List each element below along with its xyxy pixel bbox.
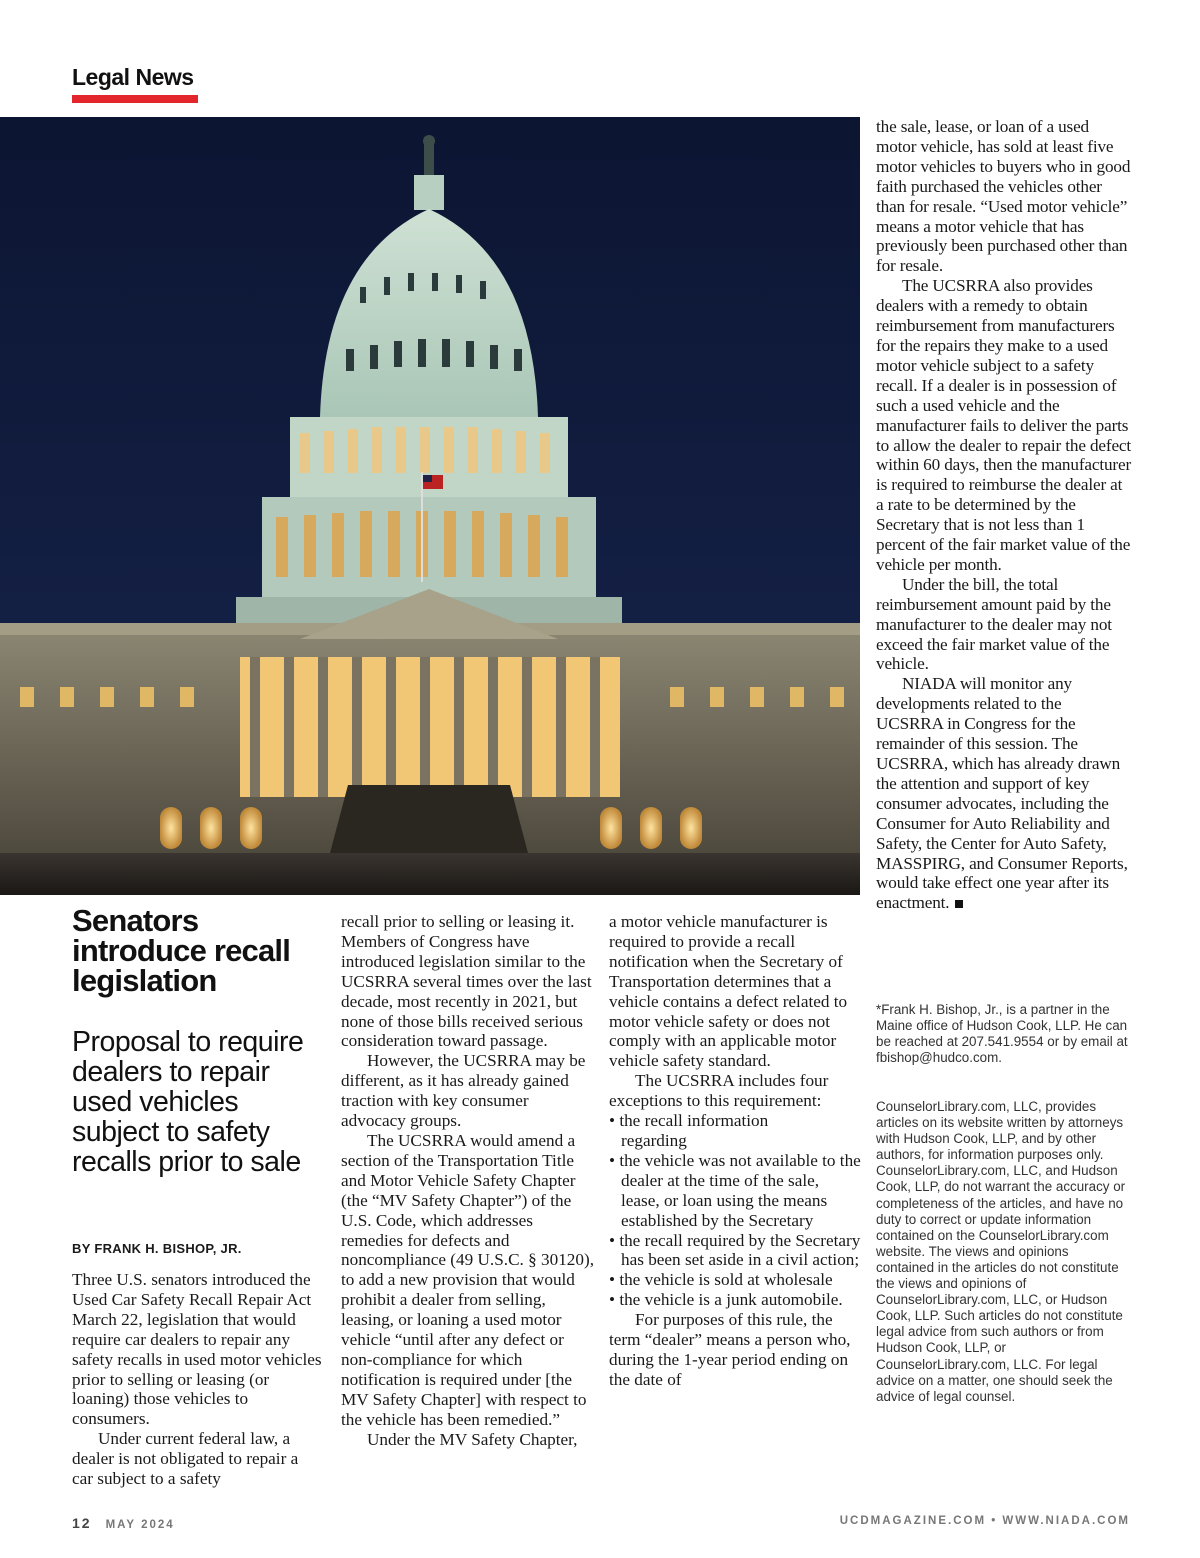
paragraph: NIADA will monitor any developments related to the UCSRRA in Congress for the remainder of this session. The UCSRRA, which has already drawn the attention and support of key consumer advocates, including the Consumer for Auto Reliability and Safety, the Center for Auto Safety, MASSPIRG, and Consumer Reports, would take effect one year after its enactment. bbox=[876, 674, 1128, 913]
paragraph: Under the MV Safety Chapter, bbox=[367, 1429, 578, 1449]
column-2 bbox=[341, 912, 595, 1449]
paragraph: recall prior to selling or leasing it. Members of Congress have introduced legislation similar to the UCSRRA several times over the last decade, most recently in 2021, but none of those bills received serious consideration toward passage. bbox=[341, 912, 592, 1051]
article-deck: Proposal to require dealers to repair used vehicles subject to safety recalls prior to sale bbox=[72, 1026, 304, 1178]
paragraph: Under the bill, the total reimbursement amount paid by the manufacturer to the dealer may not exceed the fair market value of the vehicle. bbox=[876, 574, 1112, 674]
paragraph: The UCSRRA includes four exceptions to this requirement: bbox=[609, 1071, 829, 1111]
column-3 bbox=[609, 912, 861, 1390]
list-item: • the vehicle is a junk automobile. bbox=[609, 1290, 843, 1310]
paragraph: The UCSRRA would amend a section of the Transportation Title and Motor Vehicle Safety Chapter (the “MV Safety Chapter”) of the U.S. Code, which addresses remedies for defects and noncompliance (49 U.S.C. § 30120), to add a new provision that would prohibit a dealer from selling, leasing, or loaning a used motor vehicle “until after any defect or non-compliance for which notification is required under [the MV Safety Chapter] with respect to the vehicle has been remedied.” bbox=[341, 1130, 595, 1429]
paragraph: Under current federal law, a dealer is not obligated to repair a car subject to a safety bbox=[72, 1429, 299, 1489]
list-item: • the recall information regarding bbox=[609, 1111, 769, 1150]
column-1 bbox=[72, 1270, 322, 1489]
column-4 bbox=[876, 117, 1132, 913]
paragraph: The UCSRRA also provides dealers with a remedy to obtain reimbursement from manufacturers for the repairs they make to a used motor vehicle subject to a safety recall. If a dealer is in possession of such a used vehicle and the manufacturer fails to deliver the parts to allow the dealer to repair the defect within 60 days, then the manufacturer is required to reimburse the dealer at a rate to be determined by the Secretary that is not less than 1 percent of the fair market value of the vehicle per month. bbox=[876, 276, 1132, 574]
disclaimer: CounselorLibrary.com, LLC, provides articles on its website written by attorneys with Hudson Cook, LLP, and by other authors, for information purposes only. CounselorLibrary.com, LLC, and Hudson Cook, LLP, do not warrant the accuracy or completeness of the articles, and have no duty to correct or update information contained on the CounselorLibrary.com website. The views and opinions contained in the articles do not constitute the views and opinions of CounselorLibrary.com, LLC, or Hudson Cook, LLP. Such articles do not constitute legal advice from such authors or from Hudson Cook, LLP, or CounselorLibrary.com, LLC. For legal advice on a matter, one should seek the advice of legal counsel. bbox=[876, 1099, 1126, 1404]
end-mark bbox=[955, 900, 963, 908]
list-item: • the vehicle was not available to the dealer at the time of the sale, bbox=[609, 1150, 861, 1190]
footer-sites: UCDMAGAZINE.COM • WWW.NIADA.COM bbox=[839, 1515, 1130, 1527]
section-label: Legal News bbox=[72, 64, 194, 90]
paragraph: For purposes of this rule, the term “dealer” means a person who, during the 1-year period ending on the date of bbox=[609, 1310, 851, 1389]
article-headline: Senators introduce recall legislation bbox=[72, 903, 291, 998]
issue-date: MAY 2024 bbox=[105, 1519, 175, 1531]
byline: BY FRANK H. BISHOP, JR. bbox=[72, 1241, 242, 1256]
list-item: • the recall required by the Secretary has been set aside in a civil action; bbox=[609, 1230, 861, 1270]
footer-left bbox=[72, 1515, 175, 1531]
paragraph: the sale, lease, or loan of a used motor vehicle, has sold at least five motor vehicles to buyers who in good faith purchased the vehicles other than for resale. “Used motor vehicle” means a motor vehicle that has previously been purchased other than for resale. bbox=[876, 117, 1131, 276]
section-rule bbox=[72, 95, 198, 103]
paragraph: Three U.S. senators introduced the Used Car Safety Recall Repair Act March 22, legislation that would require car dealers to repair any safety recalls in used motor vehicles prior to selling or leasing (or loaning) those vehicles to consumers. bbox=[72, 1270, 322, 1429]
page-number: 12 bbox=[72, 1515, 92, 1531]
paragraph: a motor vehicle manufacturer is required to provide a recall notification when the Secretary of Transportation determines that a vehicle contains a defect related to motor vehicle safety or does not comply with an applicable motor vehicle safety standard. bbox=[609, 912, 848, 1071]
list-item: • the vehicle is sold at wholesale bbox=[609, 1270, 833, 1290]
author-bio: *Frank H. Bishop, Jr., is a partner in the Maine office of Hudson Cook, LLP. He can be reached at 207.541.9554 or by email at fbishop@hudco.com. bbox=[876, 1002, 1128, 1066]
capitol-photo bbox=[0, 117, 860, 895]
list-item: lease, or loan using the means established by the Secretary bbox=[621, 1190, 828, 1230]
paragraph: However, the UCSRRA may be different, as it has already gained traction with key consumer advocacy groups. bbox=[341, 1051, 586, 1131]
